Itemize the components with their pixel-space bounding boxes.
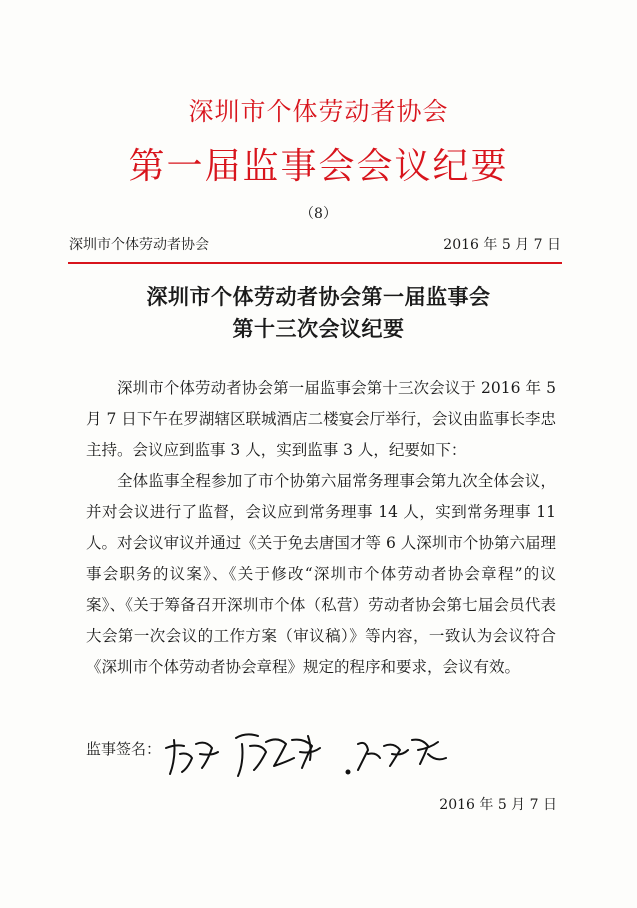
document-title-line2: 第十三次会议纪要 [232, 316, 405, 341]
body-paragraph: 全体监事全程参加了市个协第六届常务理事会第九次全体会议，并对会议进行了监督，会议应到常务理事 14 人，实到常务理事 11 人。对会议审议并通过《关于免去唐国才等 6 人深圳市个协第六届理事会职务的议案》、《关于修改“深圳市个体劳动者协会章程”的议案》、《关于筹备召开深圳市个体（私营）劳动者协会第七届会员代表大会第一次会议的工作方案（审议稿）》等内容，一致认为会议符合《深圳市个体劳动者协会章程》规定的程序和要求，会议有效。 [86, 472, 556, 676]
signature-label: 监事签名： [86, 740, 162, 758]
document-body [86, 373, 556, 683]
issuer-name: 深圳市个体劳动者协会 [69, 237, 209, 253]
handwritten-signatures [162, 718, 462, 782]
header-title: 第一届监事会会议纪要 [128, 146, 509, 187]
body-paragraph: 深圳市个体劳动者协会第一届监事会第十三次会议于 2016 年 5 月 7 日下午在罗湖辖区联城酒店二楼宴会厅举行，会议由监事长李忠主持。会议应到监事 3 人，实到监事 3 人，纪要如下： [86, 379, 556, 459]
issue-date: 2016 年 5 月 7 日 [443, 237, 561, 253]
issue-number: （8） [300, 206, 337, 222]
issuer-date-row [69, 234, 561, 254]
header-org-name: 深圳市个体劳动者协会 [188, 97, 449, 126]
red-divider [68, 262, 562, 264]
signature-date: 2016 年 5 月 7 日 [439, 797, 557, 813]
document-title-line1: 深圳市个体劳动者协会第一届监事会 [146, 284, 491, 309]
